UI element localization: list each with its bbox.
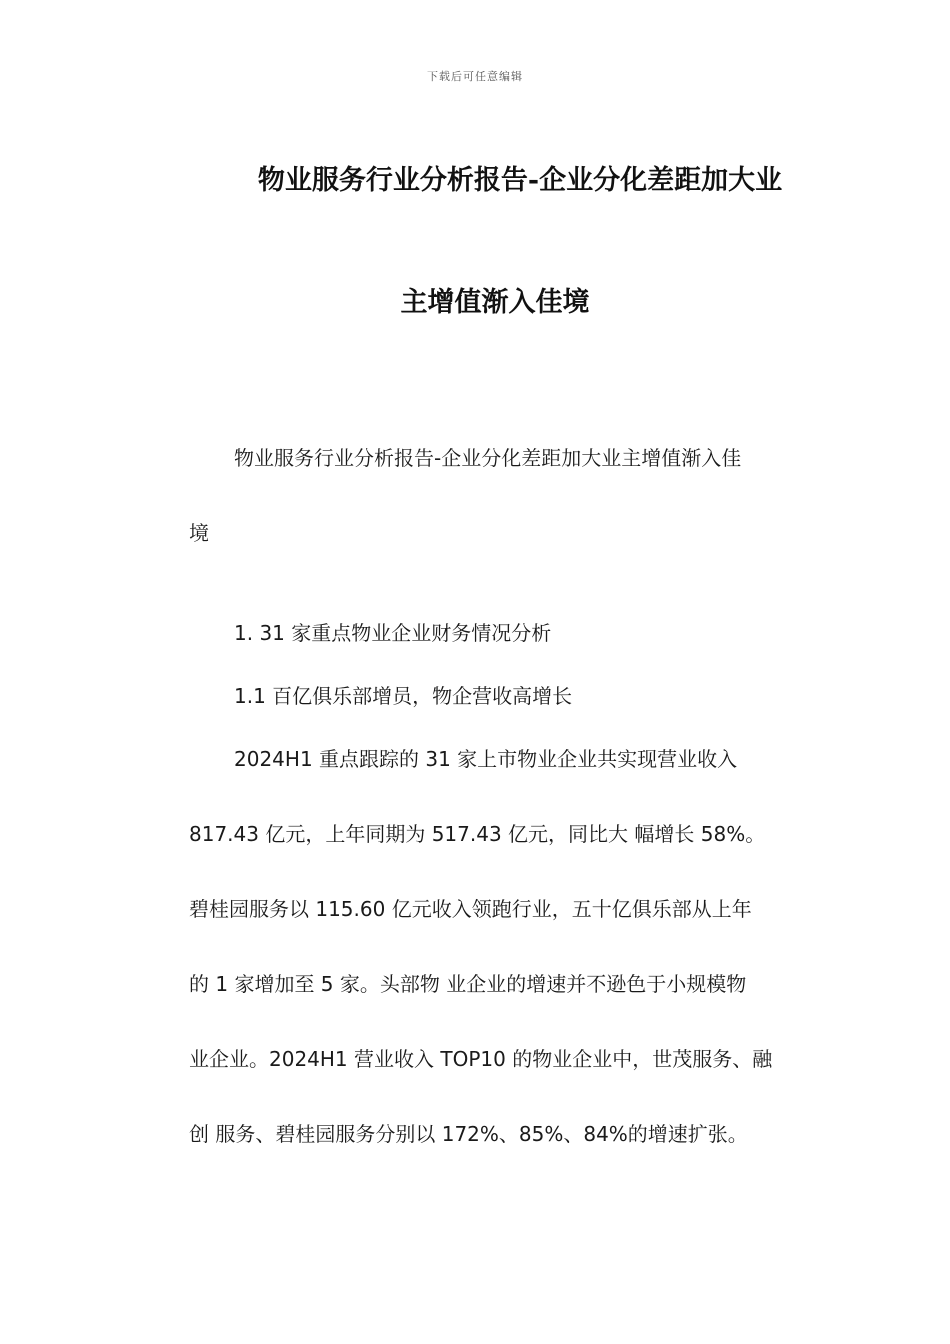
section-heading-1-1: 1.1 百亿俱乐部增员，物企营收高增长 xyxy=(234,684,573,708)
paragraph-line-4: 的 1 家增加至 5 家。头部物 业企业的增速并不逊色于小规模物 xyxy=(189,972,747,996)
paragraph-line-1: 2024H1 重点跟踪的 31 家上市物业企业共实现营业收入 xyxy=(234,747,738,771)
document-title-line-1: 物业服务行业分析报告-企业分化差距加大业 xyxy=(257,165,783,196)
header-note: 下载后可任意编辑 xyxy=(427,70,523,83)
section-heading-1: 1. 31 家重点物业企业财务情况分析 xyxy=(234,621,552,645)
paragraph-line-5: 业企业。2024H1 营业收入 TOP10 的物业企业中，世茂服务、融 xyxy=(189,1047,773,1071)
paragraph-intro-line-2: 境 xyxy=(189,521,209,545)
paragraph-line-6: 创 服务、碧桂园服务分别以 172%、85%、84%的增速扩张。 xyxy=(189,1122,748,1146)
paragraph-line-2: 817.43 亿元，上年同期为 517.43 亿元，同比大 幅增长 58%。 xyxy=(189,822,766,846)
paragraph-line-3: 碧桂园服务以 115.60 亿元收入领跑行业，五十亿俱乐部从上年 xyxy=(189,897,752,921)
paragraph-intro-line-1: 物业服务行业分析报告-企业分化差距加大业主增值渐入佳 xyxy=(234,446,742,470)
document-title-line-2: 主增值渐入佳境 xyxy=(400,287,590,318)
